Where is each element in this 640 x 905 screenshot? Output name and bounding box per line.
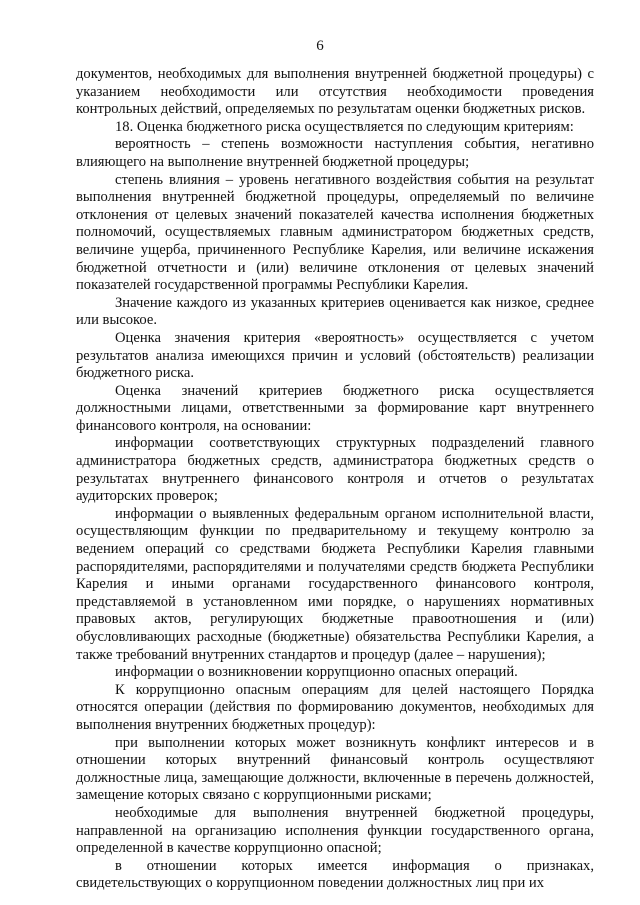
paragraph-item-18: 18. Оценка бюджетного риска осуществляется по следующим критериям: — [115, 118, 574, 135]
paragraph-probability-assessment: Оценка значения критерия «вероятность» осуществляется с учетом результатов анализа имеющихся причин и условий (обстоятельств) реализации бюджетного риска. — [76, 329, 594, 382]
paragraph-impact-degree: степень влияния – уровень негативного воздействия события на результат выполнения внутренней бюджетной процедуры, определяемый по величине отклонения от целевых значений показателей качества исполнения бюджетных полномочий, осуществляемых главным администратором бюджетных средств, величине ущерба, причиненного Республике Карелия, или величине искажения бюджетной отчетности и (или) величине отклонения от целевых значений показателей государственной программы Республики Карелия. — [76, 171, 594, 294]
paragraph-corruption-signs: в отношении которых имеется информация о признаках, свидетельствующих о коррупционном поведении должностных лиц при их — [76, 857, 594, 892]
paragraph-probability: вероятность – степень возможности наступления события, негативно влияющего на выполнение внутренней бюджетной процедуры; — [76, 136, 594, 170]
paragraph-conflict-of-interest: при выполнении которых может возникнуть конфликт интересов и в отношении которых внутренний финансовый контроль осуществляют должностные лица, замещающие должности, включенные в перечень должностей, замещение которых связано с коррупционными рисками; — [76, 734, 594, 804]
paragraph-continuation: документов, необходимых для выполнения внутренней бюджетной процедуры) с указанием необходимости или отсутствия необходимости проведения контрольных действий, определяемых по результатам оценки бюджетных рисков. — [76, 66, 594, 118]
paragraph-criteria-values: Значение каждого из указанных критериев оценивается как низкое, среднее или высокое. — [76, 294, 594, 329]
paragraph-assessment-basis: Оценка значений критериев бюджетного риска осуществляется должностными лицами, ответственными за формирование карт внутреннего финансового контроля, на основании: — [76, 382, 594, 434]
paragraph-structural-info: информации соответствующих структурных подразделений главного администратора бюджетных средств, администратора бюджетных средств о результатах внутреннего финансового контроля и отчетов о результатах аудиторских проверок; — [76, 435, 594, 505]
paragraph-corruption-operations: К коррупционно опасным операциям для целей настоящего Порядка относятся операции (действия по формированию документов, необходимых для выполнения внутренних бюджетных процедур): — [76, 681, 594, 733]
paragraph-corruption-info: информации о возникновении коррупционно опасных операций. — [115, 664, 518, 681]
paragraph-necessary-procedures: необходимые для выполнения внутренней бюджетной процедуры, направленной на организацию исполнения функции государственного органа, определенной в качестве коррупционно опасной; — [76, 804, 594, 857]
document-body — [76, 66, 594, 893]
paragraph-violations-info: информации о выявленных федеральным органом исполнительной власти, осуществляющим функции по предварительному и текущему контролю за ведением операций со средствами бюджета Республики Карелия главными распорядителями, распорядителями и получателями средств бюджета Республики Карелия и иными органами государственного финансового контроля, представляемой в установленном ими порядке, о нарушениях нормативных правовых актов, регулирующих бюджетные правоотношения и (или) обусловливающих расходные (бюджетные) обязательства Республики Карелия, а также требований внутренних стандартов и процедур (далее – нарушения); — [76, 505, 594, 663]
page-number: 6 — [316, 38, 324, 54]
